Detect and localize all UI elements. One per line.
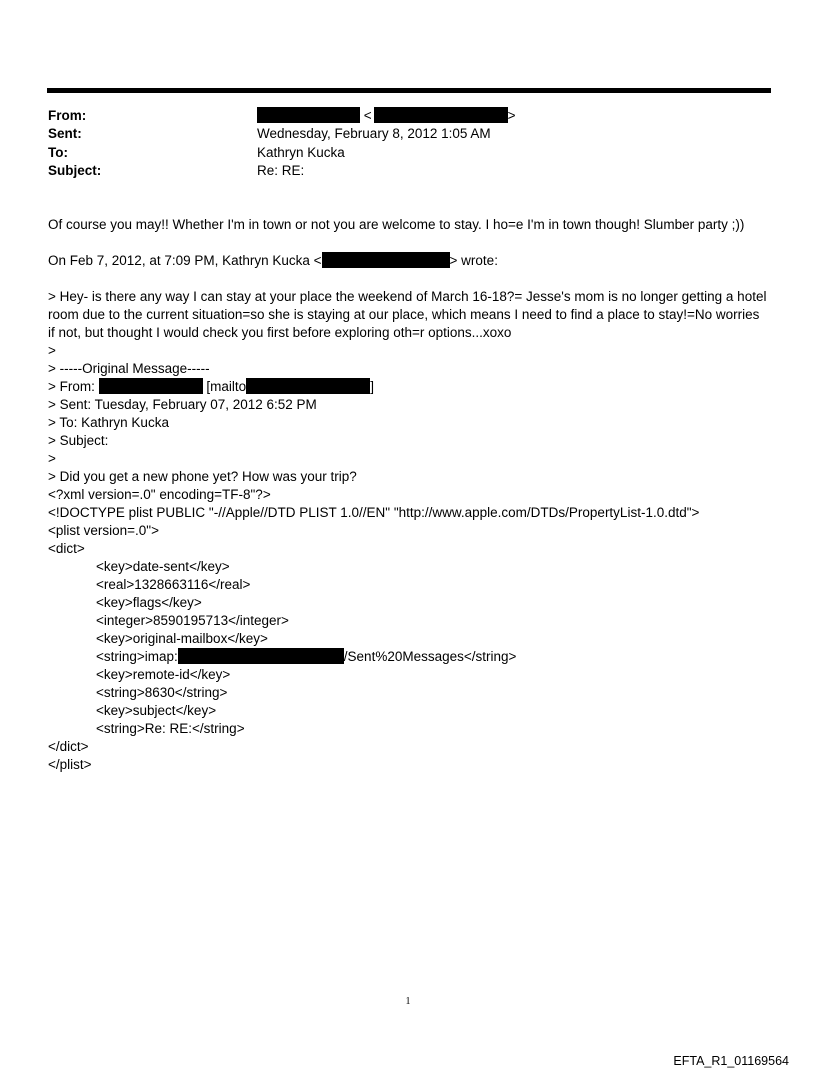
to-value: Kathryn Kucka: [257, 145, 345, 160]
orig-from-label: > From:: [48, 379, 95, 394]
plist-line: <string>Re: RE:</string>: [96, 721, 245, 736]
original-message-line: > -----Original Message-----: [48, 361, 210, 376]
original-from-line: [48, 378, 374, 396]
subject-value: Re: RE:: [257, 163, 305, 178]
plist-line: <key>subject</key>: [96, 703, 217, 718]
plist-line: <key>flags</key>: [96, 595, 202, 610]
from-label: From:: [48, 108, 87, 123]
page-number: 1: [405, 996, 411, 1007]
original-subject-line: > Subject:: [48, 433, 109, 448]
dict-close: </dict>: [48, 739, 89, 754]
orig-mailto: [mailto: [206, 379, 247, 394]
plist-open: <plist version=.0">: [48, 523, 159, 538]
doctype-line: <!DOCTYPE plist PUBLIC "-//Apple//DTD PLIST 1.0//EN" "http://www.apple.com/DTDs/PropertyList-1.0.dtd">: [48, 505, 700, 520]
original-to-line: > To: Kathryn Kucka: [48, 415, 169, 430]
redaction-box: [257, 107, 360, 123]
redaction-box: [99, 378, 203, 394]
header-rule: [47, 88, 771, 93]
document-id: EFTA_R1_01169564: [673, 1054, 789, 1068]
xml-declaration: <?xml version=.0" encoding=TF-8"?>: [48, 487, 271, 502]
to-label: To:: [48, 145, 68, 160]
quote-line: room due to the current situation=so she is staying at our place, which means I need to find a place to stay!=No worries: [48, 307, 760, 322]
quote-line: >: [48, 451, 56, 466]
wrote-prefix: On Feb 7, 2012, at 7:09 PM, Kathryn Kucka <: [48, 253, 322, 268]
quote-line: if not, but thought I would check you first before exploring oth=r options...xoxo: [48, 325, 512, 340]
redaction-box: [178, 648, 344, 664]
wrote-suffix: > wrote:: [449, 253, 498, 268]
quote-line: > Hey- is there any way I can stay at your place the weekend of March 16-18?= Jesse's mom is no longer getting a hotel: [48, 289, 767, 304]
reply-text: Of course you may!! Whether I'm in town or not you are welcome to stay. I ho=e I'm in town though! Slumber party ;)): [48, 217, 745, 232]
plist-line: <string>8630</string>: [96, 685, 228, 700]
imap-suffix: /Sent%20Messages</string>: [343, 649, 517, 664]
imap-prefix: <string>imap:: [96, 649, 178, 664]
from-value: [257, 107, 516, 125]
sent-value: Wednesday, February 8, 2012 1:05 AM: [257, 126, 491, 141]
from-lt: <: [363, 108, 372, 123]
plist-line: <key>remote-id</key>: [96, 667, 231, 682]
from-gt: >: [507, 108, 516, 123]
subject-label: Subject:: [48, 163, 102, 178]
original-body-line: > Did you get a new phone yet? How was your trip?: [48, 469, 357, 484]
sent-label: Sent:: [48, 126, 82, 141]
plist-line: <key>original-mailbox</key>: [96, 631, 268, 646]
original-sent-line: > Sent: Tuesday, February 07, 2012 6:52 PM: [48, 397, 317, 412]
quote-line: >: [48, 343, 56, 358]
plist-line: <real>1328663116</real>: [96, 577, 251, 592]
redaction-box: [246, 378, 370, 394]
dict-open: <dict>: [48, 541, 85, 556]
plist-line: [96, 648, 516, 666]
plist-close: </plist>: [48, 757, 92, 772]
redaction-box: [322, 252, 450, 268]
orig-bracket: ]: [370, 379, 374, 394]
redaction-box: [374, 107, 508, 123]
plist-line: <key>date-sent</key>: [96, 559, 230, 574]
plist-line: <integer>8590195713</integer>: [96, 613, 289, 628]
wrote-line: [48, 252, 498, 270]
